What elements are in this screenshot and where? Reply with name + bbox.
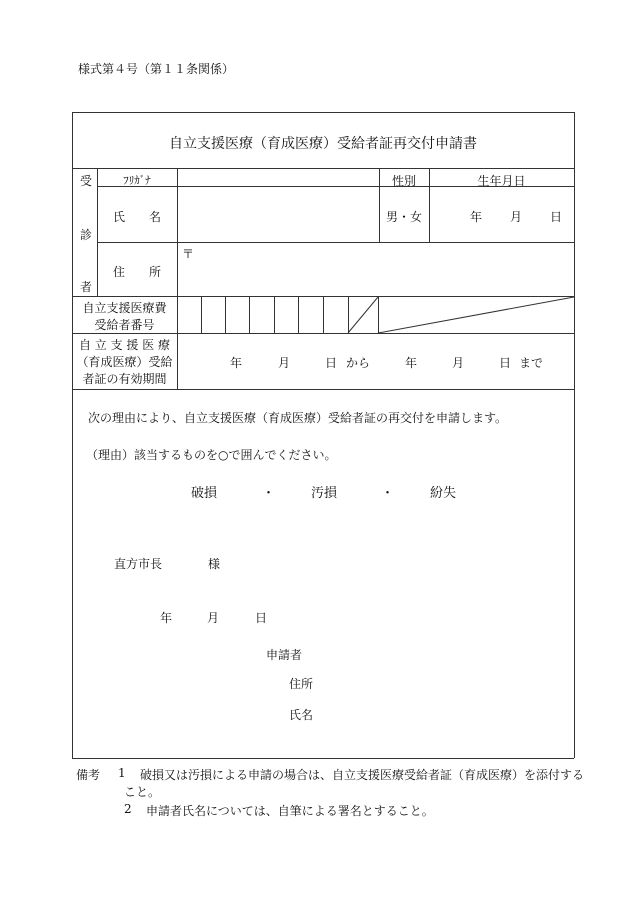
valid-from-suffix: から: [346, 356, 371, 370]
reason-instruction: （理由）該当するものを○で囲んでください。: [86, 448, 337, 462]
reason-soiled[interactable]: 汚損: [311, 486, 338, 501]
recipient-label-1: 受: [80, 174, 93, 188]
valid-to-month: 月: [452, 356, 465, 370]
applicant-address-field[interactable]: [318, 673, 558, 691]
note-1-number: 1: [118, 766, 126, 780]
address-field[interactable]: [178, 243, 573, 295]
valid-from-month: 月: [278, 356, 291, 370]
honorific: 様: [208, 557, 221, 571]
validity-label-3: 者証の有効期間: [82, 372, 167, 386]
applicant-name-label: 氏名: [289, 708, 314, 722]
note-2-text: 申請者氏名については、自筆による署名とすること。: [146, 804, 434, 818]
validity-label-1: 自 立 支 援 医 療: [78, 338, 171, 352]
reason-separator-1: ・: [262, 486, 276, 501]
birth-month: 月: [510, 210, 523, 224]
form-number: 様式第４号（第１１条関係）: [78, 62, 235, 76]
notes-label: 備考: [76, 768, 101, 782]
valid-to-day: 日: [499, 356, 512, 370]
valid-to-suffix: まで: [519, 356, 544, 370]
applicant-name-field[interactable]: [318, 704, 558, 722]
gender-value[interactable]: 男・女: [385, 210, 422, 224]
recipient-label-2: 診: [80, 228, 93, 242]
application-month: 月: [207, 611, 220, 625]
name-label: 氏 名: [112, 210, 161, 224]
birth-year: 年: [470, 210, 483, 224]
furigana-field[interactable]: [178, 169, 378, 185]
valid-from-day: 日: [325, 356, 338, 370]
cert-number-label-2: 受給者番号: [94, 318, 155, 332]
valid-from-year: 年: [230, 356, 243, 370]
valid-to-year: 年: [405, 356, 418, 370]
birth-day: 日: [550, 210, 563, 224]
furigana-label: ﾌﾘｶﾞﾅ: [123, 174, 151, 187]
application-year: 年: [160, 611, 173, 625]
cert-number-label-1: 自立支援医療費: [82, 301, 167, 315]
note-1-text: 破損又は汚損による申請の場合は、自立支援医療受給者証（育成医療）を添付する: [140, 768, 585, 782]
applicant-address-label: 住所: [289, 677, 314, 691]
recipient-label-3: 者: [80, 280, 93, 294]
postal-mark: 〒: [182, 247, 195, 261]
note-2-number: 2: [124, 802, 132, 816]
form-title: 自立支援医療（育成医療）受給者証再交付申請書: [169, 136, 477, 152]
request-text: 次の理由により、自立支援医療（育成医療）受給者証の再交付を申請します。: [88, 411, 508, 425]
address-label: 住 所: [112, 265, 161, 279]
applicant-label: 申請者: [266, 648, 303, 662]
reason-separator-2: ・: [381, 486, 395, 501]
addressee: 直方市長: [114, 557, 163, 571]
reason-damage[interactable]: 破損: [191, 486, 218, 501]
validity-label-2: （育成医療）受給: [76, 355, 173, 369]
application-day: 日: [255, 611, 268, 625]
name-field[interactable]: [178, 188, 378, 241]
birthdate-label: 生年月日: [477, 174, 526, 188]
gender-label: 性別: [391, 174, 416, 188]
note-1-text-cont: こと。: [124, 785, 161, 799]
reason-lost[interactable]: 紛失: [430, 486, 457, 501]
